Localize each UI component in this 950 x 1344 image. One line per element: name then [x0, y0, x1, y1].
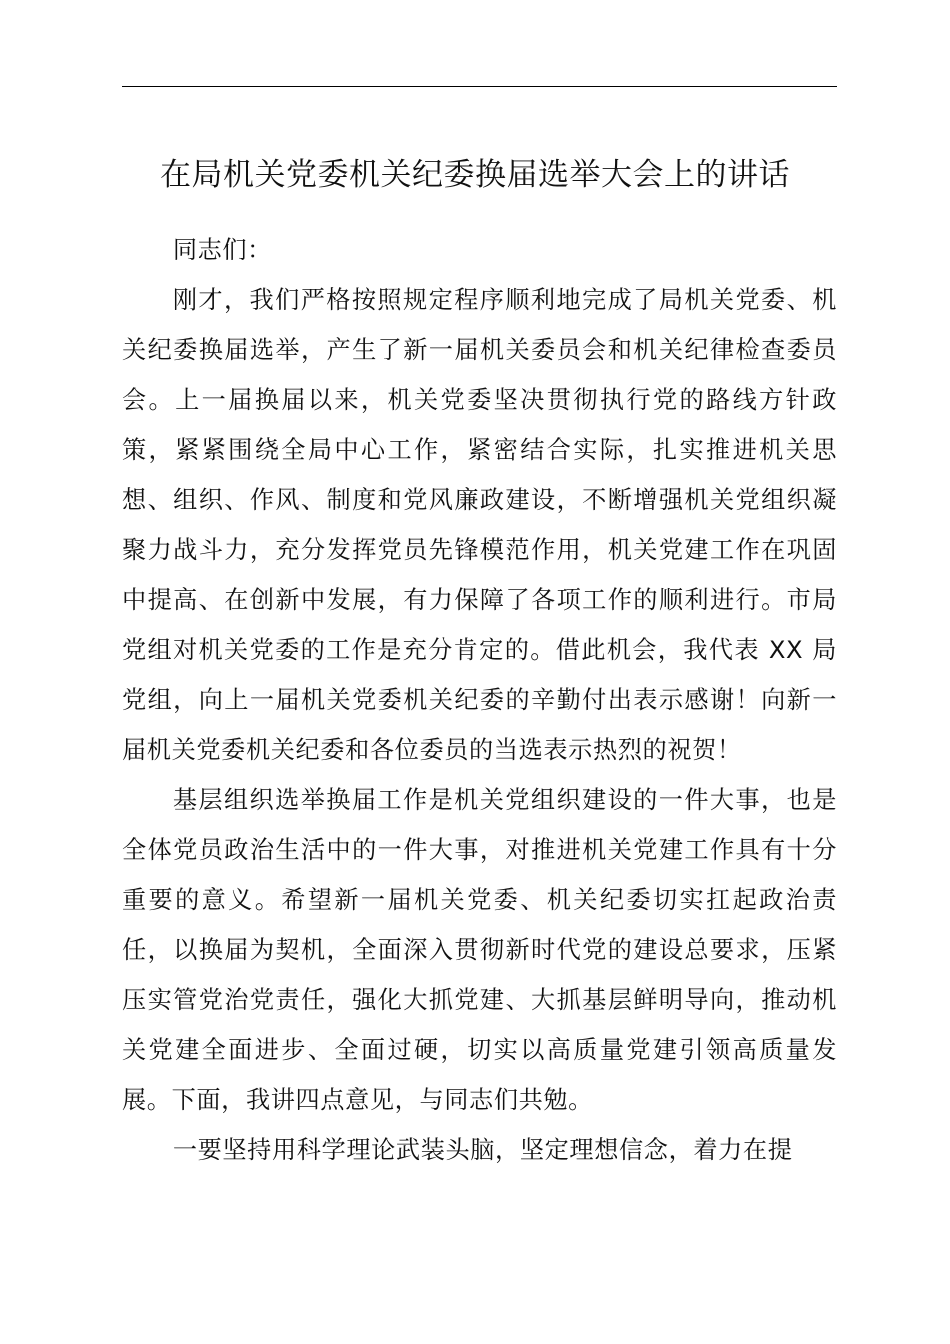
document-title: 在局机关党委机关纪委换届选举大会上的讲话: [160, 157, 790, 193]
salutation: 同志们：: [172, 236, 272, 264]
document-body: [122, 225, 837, 1175]
header-rule: [122, 86, 837, 87]
paragraph-3: 一要坚持用科学理论武装头脑，坚定理想信念，着力在提: [172, 1136, 793, 1164]
paragraph-1: 刚才，我们严格按照规定程序顺利地完成了局机关党委、机关纪委换届选举，产生了新一届机关委员会和机关纪律检查委员会。上一届换届以来，机关党委坚决贯彻执行党的路线方针政策，紧紧围绕全局中心工作，紧密结合实际，扎实推进机关思想、组织、作风、制度和党风廉政建设，不断增强机关党组织凝聚力战斗力，充分发挥党员先锋模范作用，机关党建工作在巩固中提高、在创新中发展，有力保障了各项工作的顺利进行。市局党组对机关党委的工作是充分肯定的。借此机会，我代表 XX 局党组，向上一届机关党委机关纪委的辛勤付出表示感谢！向新一届机关党委机关纪委和各位委员的当选表示热烈的祝贺！: [122, 286, 837, 764]
paragraph-2: 基层组织选举换届工作是机关党组织建设的一件大事，也是全体党员政治生活中的一件大事，对推进机关党建工作具有十分重要的意义。希望新一届机关党委、机关纪委切实扛起政治责任，以换届为契机，全面深入贯彻新时代党的建设总要求，压紧压实管党治党责任，强化大抓党建、大抓基层鲜明导向，推动机关党建全面进步、全面过硬，切实以高质量党建引领高质量发展。下面，我讲四点意见，与同志们共勉。: [122, 786, 837, 1114]
